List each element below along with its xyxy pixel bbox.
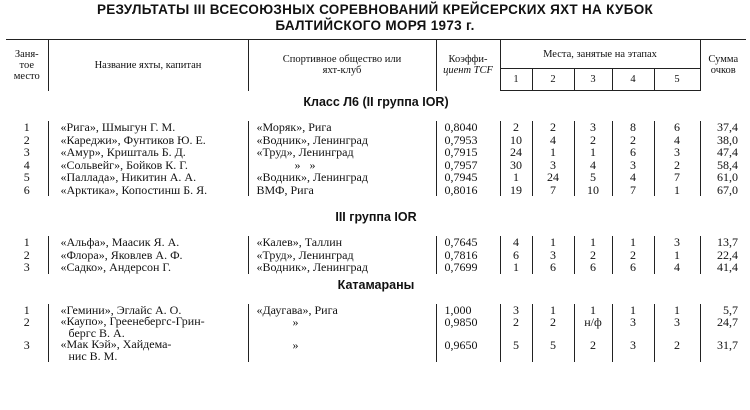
stage-5-cell: 4	[654, 134, 700, 147]
stage-5-cell: 1	[654, 249, 700, 262]
yacht-cell: «Арктика», Копостинш Б. Я.	[48, 184, 248, 197]
stage-5-cell: 2	[654, 159, 700, 172]
table-row	[6, 316, 746, 339]
place-cell: 2	[23, 132, 30, 147]
stage-3-cell: н/ф	[574, 316, 612, 339]
stage-4-cell: 1	[612, 304, 654, 317]
sum-cell: 67,0	[700, 184, 746, 197]
header-sum: Сумма очков	[700, 40, 746, 91]
section-title-row	[6, 206, 746, 228]
stage-4-cell: 4	[612, 171, 654, 184]
place-cell: 1	[23, 235, 30, 249]
results-body	[6, 91, 746, 363]
title-line-1: РЕЗУЛЬТАТЫ III ВСЕСОЮЗНЫХ СОРЕВНОВАНИЙ КРЕЙСЕРСКИХ ЯХТ НА КУБОК	[96, 2, 654, 17]
coef-cell: 0,7645	[436, 236, 500, 249]
sum-cell: 13,7	[700, 236, 746, 249]
club-cell: «Труд», Ленинград	[248, 146, 436, 159]
title-line-2: БАЛТИЙСКОГО МОРЯ 1973 г.	[275, 18, 475, 33]
header-stage-1: 1	[500, 69, 532, 91]
header-stage-2: 2	[532, 69, 574, 91]
club-cell: «Водник», Ленинград	[248, 261, 436, 274]
club-cell: «Труд», Ленинград	[248, 249, 436, 262]
stage-4-cell: 3	[612, 339, 654, 362]
club-cell: «Водник», Ленинград	[248, 171, 436, 184]
stage-3-cell: 10	[574, 184, 612, 197]
stage-4-cell: 6	[612, 146, 654, 159]
table-row	[6, 121, 746, 134]
stage-3-cell: 4	[574, 159, 612, 172]
stage-4-cell: 1	[612, 236, 654, 249]
coef-cell: 0,7915	[436, 146, 500, 159]
stage-2-cell: 2	[532, 121, 574, 134]
stage-1-cell: 30	[500, 159, 532, 172]
sum-cell: 37,4	[700, 121, 746, 134]
club-cell: ВМФ, Рига	[248, 184, 436, 197]
sum-cell: 41,4	[700, 261, 746, 274]
coef-cell: 0,7699	[436, 261, 500, 274]
yacht-cell: «Амур», Кришталь Б. Д.	[48, 146, 248, 159]
stage-1-cell: 10	[500, 134, 532, 147]
stage-4-cell: 6	[612, 261, 654, 274]
stage-4-cell: 3	[612, 159, 654, 172]
club-cell: » »	[248, 159, 436, 172]
stage-1-cell: 2	[500, 316, 532, 339]
stage-2-cell: 1	[532, 236, 574, 249]
place-cell: 2	[23, 247, 30, 262]
stage-5-cell: 3	[654, 316, 700, 339]
stage-5-cell: 6	[654, 121, 700, 134]
header-place: Заня- тое место	[6, 40, 48, 91]
stage-2-cell: 5	[532, 339, 574, 362]
section-title-row	[6, 91, 746, 114]
header-stages: Места, занятые на этапах	[500, 40, 700, 69]
place-cell: 3	[23, 145, 30, 159]
yacht-cell: «Каупо», Греенебергс-Грин- бергс В. А.	[48, 316, 248, 339]
stage-3-cell: 2	[574, 134, 612, 147]
yacht-cell: «Кареджи», Фунтиков Ю. Е.	[48, 134, 248, 147]
coef-cell: 0,7816	[436, 249, 500, 262]
section-title: III группа IOR	[335, 210, 417, 224]
stage-2-cell: 1	[532, 146, 574, 159]
yacht-cell: «Альфа», Маасик Я. А.	[48, 236, 248, 249]
coef-cell: 1,000	[436, 304, 500, 317]
club-cell: «Даугава», Рига	[248, 304, 436, 317]
stage-4-cell: 8	[612, 121, 654, 134]
stage-2-cell: 7	[532, 184, 574, 197]
place-cell: 2	[23, 315, 30, 329]
coef-cell: 0,8040	[436, 121, 500, 134]
sum-cell: 5,7	[700, 304, 746, 317]
table-row	[6, 261, 746, 274]
header-coef: Коэффи- циент TCF	[436, 40, 500, 91]
sum-cell: 31,7	[700, 339, 746, 362]
stage-1-cell: 5	[500, 339, 532, 362]
stage-2-cell: 2	[532, 316, 574, 339]
yacht-cell: «Рига», Шмыгун Г. М.	[48, 121, 248, 134]
stage-2-cell: 1	[532, 304, 574, 317]
coef-cell: 0,9850	[436, 316, 500, 339]
stage-2-cell: 24	[532, 171, 574, 184]
club-cell: «Калев», Таллин	[248, 236, 436, 249]
stage-2-cell: 3	[532, 159, 574, 172]
place-cell: 6	[23, 182, 30, 197]
yacht-cell: «Флора», Яковлев А. Ф.	[48, 249, 248, 262]
place-cell: 1	[23, 302, 30, 317]
coef-cell: 0,9650	[436, 339, 500, 362]
place-cell: 3	[23, 260, 30, 274]
stage-1-cell: 3	[500, 304, 532, 317]
coef-cell: 0,7957	[436, 159, 500, 172]
sum-cell: 58,4	[700, 159, 746, 172]
stage-3-cell: 1	[574, 146, 612, 159]
table-row	[6, 184, 746, 197]
table-row	[6, 171, 746, 184]
coef-cell: 0,7953	[436, 134, 500, 147]
sum-cell: 24,7	[700, 316, 746, 339]
stage-2-cell: 4	[532, 134, 574, 147]
stage-1-cell: 4	[500, 236, 532, 249]
stage-1-cell: 1	[500, 261, 532, 274]
stage-5-cell: 4	[654, 261, 700, 274]
club-cell: »	[248, 339, 436, 362]
header-stage-3: 3	[574, 69, 612, 91]
sum-cell: 47,4	[700, 146, 746, 159]
sum-cell: 38,0	[700, 134, 746, 147]
stage-1-cell: 1	[500, 171, 532, 184]
stage-3-cell: 2	[574, 249, 612, 262]
stage-5-cell: 7	[654, 171, 700, 184]
club-cell: «Моряк», Рига	[248, 121, 436, 134]
stage-1-cell: 6	[500, 249, 532, 262]
stage-5-cell: 1	[654, 184, 700, 197]
yacht-cell: «Сольвейг», Бойков К. Г.	[48, 159, 248, 172]
header-stage-5: 5	[654, 69, 700, 91]
stage-4-cell: 2	[612, 134, 654, 147]
header-name: Название яхты, капитан	[48, 40, 248, 91]
stage-4-cell: 7	[612, 184, 654, 197]
stage-4-cell: 2	[612, 249, 654, 262]
stage-3-cell: 1	[574, 304, 612, 317]
yacht-cell: «Садко», Андерсон Г.	[48, 261, 248, 274]
stage-5-cell: 3	[654, 146, 700, 159]
section-title: Класс Л6 (II группа IOR)	[303, 95, 449, 109]
section-title-row	[6, 274, 746, 296]
stage-2-cell: 3	[532, 249, 574, 262]
table-row	[6, 146, 746, 159]
place-cell: 5	[23, 170, 30, 184]
header-club: Спортивное общество или яхт-клуб	[248, 40, 436, 91]
coef-cell: 0,7945	[436, 171, 500, 184]
stage-1-cell: 19	[500, 184, 532, 197]
club-cell: «Водник», Ленинград	[248, 134, 436, 147]
table-row	[6, 339, 746, 362]
place-cell: 1	[23, 120, 30, 134]
sum-cell: 61,0	[700, 171, 746, 184]
stage-5-cell: 3	[654, 236, 700, 249]
coef-cell: 0,8016	[436, 184, 500, 197]
section-title: Катамараны	[337, 277, 415, 292]
yacht-cell: «Паллада», Никитин А. А.	[48, 171, 248, 184]
stage-1-cell: 2	[500, 121, 532, 134]
stage-2-cell: 6	[532, 261, 574, 274]
stage-4-cell: 3	[612, 316, 654, 339]
sum-cell: 22,4	[700, 249, 746, 262]
stage-5-cell: 1	[654, 304, 700, 317]
spacer-row	[6, 196, 746, 206]
stage-5-cell: 2	[654, 339, 700, 362]
table-row	[6, 236, 746, 249]
stage-1-cell: 24	[500, 146, 532, 159]
stage-3-cell: 6	[574, 261, 612, 274]
place-cell: 4	[23, 157, 30, 172]
stage-3-cell: 3	[574, 121, 612, 134]
stage-3-cell: 5	[574, 171, 612, 184]
stage-3-cell: 1	[574, 236, 612, 249]
yacht-cell: «Гемини», Эглайс А. О.	[48, 304, 248, 317]
yacht-cell: «Мак Кэй», Хайдема- нис В. М.	[48, 339, 248, 362]
stage-3-cell: 2	[574, 339, 612, 362]
header-stage-4: 4	[612, 69, 654, 91]
results-table	[6, 39, 746, 362]
place-cell: 3	[23, 338, 30, 352]
club-cell: »	[248, 316, 436, 339]
